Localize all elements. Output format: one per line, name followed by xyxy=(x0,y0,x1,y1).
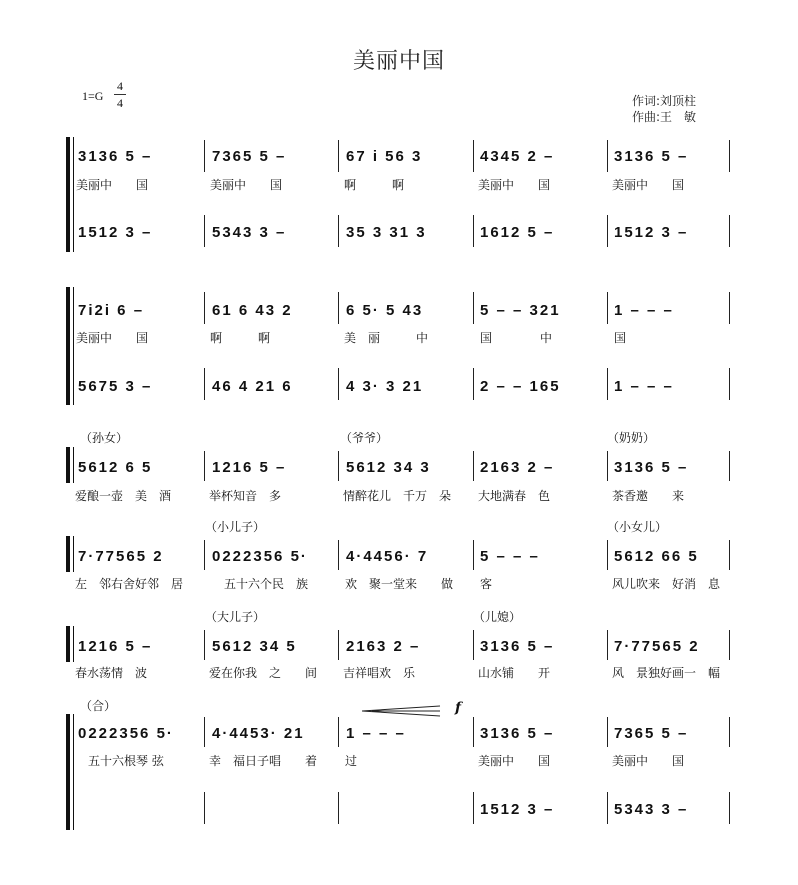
role-label: （大儿子） xyxy=(205,610,266,624)
barline xyxy=(338,717,339,747)
barline xyxy=(607,292,608,324)
barline xyxy=(473,792,474,824)
lyrics-s4-m2: 五十六个民 族 xyxy=(224,577,309,591)
notes-s5-m5: 7·77565 2 xyxy=(614,638,700,655)
lyrics-s6-m3: 过 xyxy=(345,754,358,768)
time-signature-top: 4 xyxy=(117,79,123,93)
barline xyxy=(607,140,608,172)
barline xyxy=(473,140,474,172)
notes-s6-m5: 7365 5 – xyxy=(614,725,689,742)
notes-s5-m1: 1216 5 – xyxy=(78,638,153,655)
notes-s2-lower-m2: 46 4 21 6 xyxy=(212,378,293,395)
barline xyxy=(729,451,730,481)
role-label: （孙女） xyxy=(80,431,129,445)
lyrics-s1-m5: 美丽中 国 xyxy=(612,178,685,192)
role-label: （爷爷） xyxy=(340,431,389,445)
notes-s3-m3: 5612 34 3 xyxy=(346,459,431,476)
lyrics-s6-m1: 五十六根琴 弦 xyxy=(88,754,164,768)
notes-s1-lower-m3: 35 3 31 3 xyxy=(346,224,427,241)
barline xyxy=(729,630,730,660)
barline xyxy=(607,630,608,660)
system-bracket xyxy=(66,626,70,662)
notes-s2-m2: 61 6 43 2 xyxy=(212,302,293,319)
barline xyxy=(473,215,474,247)
lyrics-s3-m3: 情醉花儿 千万 朵 xyxy=(343,489,452,503)
lyrics-s2-m5: 国 xyxy=(614,331,627,345)
lyricist-credit: 作词:刘顶柱 xyxy=(632,94,697,108)
key-signature: 1=G xyxy=(82,89,104,103)
notes-s4-m5: 5612 66 5 xyxy=(614,548,699,565)
notes-s1-lower-m2: 5343 3 – xyxy=(212,224,287,241)
lyrics-s3-m1: 爱酿一壶 美 酒 xyxy=(75,489,172,503)
barline xyxy=(607,368,608,400)
notes-s6-lower-m4: 1512 3 – xyxy=(480,801,555,818)
notes-s3-m1: 5612 6 5 xyxy=(78,459,153,476)
notes-s5-m4: 3136 5 – xyxy=(480,638,555,655)
barline xyxy=(204,717,205,747)
notes-s2-lower-m3: 4 3· 3 21 xyxy=(346,378,424,395)
notes-s1-m3: 67 i 56 3 xyxy=(346,148,423,165)
barline xyxy=(729,140,730,172)
lyrics-s2-m1: 美丽中 国 xyxy=(76,331,149,345)
barline xyxy=(607,215,608,247)
lyrics-s5-m4: 山水铺 开 xyxy=(478,666,551,680)
forte-dynamic: f xyxy=(455,700,462,716)
barline xyxy=(338,140,339,172)
notes-s3-m5: 3136 5 – xyxy=(614,459,689,476)
role-label: （儿媳） xyxy=(473,610,522,624)
lyrics-s1-m4: 美丽中 国 xyxy=(478,178,551,192)
notes-s1-m2: 7365 5 – xyxy=(212,148,287,165)
barline xyxy=(473,451,474,481)
system-bracket xyxy=(66,447,70,483)
lyrics-s4-m4: 客 xyxy=(480,577,493,591)
barline xyxy=(473,717,474,747)
notes-s2-lower-m4: 2 – – 165 xyxy=(480,378,561,395)
song-title: 美丽中国 xyxy=(352,49,445,74)
notes-s1-lower-m5: 1512 3 – xyxy=(614,224,689,241)
barline xyxy=(729,215,730,247)
barline xyxy=(338,540,339,570)
lyrics-s2-m2: 啊 啊 xyxy=(210,331,271,345)
notes-s5-m3: 2163 2 – xyxy=(346,638,421,655)
barline xyxy=(338,368,339,400)
notes-s6-m4: 3136 5 – xyxy=(480,725,555,742)
barline xyxy=(729,792,730,824)
notes-s6-m3: 1 – – – xyxy=(346,725,406,742)
barline xyxy=(473,630,474,660)
decrescendo-hairpin xyxy=(362,705,442,717)
lyrics-s1-m3: 啊 啊 xyxy=(344,178,405,192)
barline xyxy=(607,792,608,824)
notes-s3-m4: 2163 2 – xyxy=(480,459,555,476)
lyrics-s4-m5: 风儿吹来 好消 息 xyxy=(612,577,721,591)
barline xyxy=(338,292,339,324)
barline xyxy=(204,140,205,172)
composer-credit: 作曲:王 敏 xyxy=(632,110,697,124)
barline xyxy=(204,292,205,324)
role-label: （合） xyxy=(80,699,117,713)
notes-s2-lower-m5: 1 – – – xyxy=(614,378,674,395)
barline xyxy=(473,292,474,324)
notes-s1-lower-m4: 1612 5 – xyxy=(480,224,555,241)
notes-s6-m2: 4·4453· 21 xyxy=(212,725,305,742)
barline xyxy=(338,630,339,660)
lyrics-s5-m1: 春水荡情 波 xyxy=(75,666,148,680)
lyrics-s5-m5: 风 景独好画一 幅 xyxy=(612,666,721,680)
barline xyxy=(607,540,608,570)
notes-s2-m5: 1 – – – xyxy=(614,302,674,319)
lyrics-s1-m2: 美丽中 国 xyxy=(210,178,283,192)
barline xyxy=(204,368,205,400)
barline xyxy=(729,717,730,747)
notes-s5-m2: 5612 34 5 xyxy=(212,638,297,655)
lyrics-s2-m4: 国 中 xyxy=(480,331,553,345)
system-bracket xyxy=(66,137,70,252)
time-signature xyxy=(114,79,126,110)
notes-s3-m2: 1216 5 – xyxy=(212,459,287,476)
barline xyxy=(729,540,730,570)
notes-s1-m5: 3136 5 – xyxy=(614,148,689,165)
barline xyxy=(114,94,126,95)
lyrics-s4-m3: 欢 聚一堂来 做 xyxy=(345,577,454,591)
barline xyxy=(338,215,339,247)
notes-s6-m1: 0222356 5· xyxy=(78,725,174,742)
notes-s2-m3: 6 5· 5 43 xyxy=(346,302,424,319)
barline xyxy=(338,792,339,824)
lyrics-s5-m2: 爱在你我 之 间 xyxy=(209,666,318,680)
notes-s2-m4: 5 – – 321 xyxy=(480,302,561,319)
notes-s2-m1: 7i2i 6 – xyxy=(78,302,145,319)
notes-s4-m4: 5 – – – xyxy=(480,548,540,565)
role-label: （小儿子） xyxy=(205,520,266,534)
system-bracket xyxy=(66,287,70,405)
lyrics-s5-m3: 吉祥唱欢 乐 xyxy=(343,666,416,680)
notes-s4-m2: 0222356 5· xyxy=(212,548,308,565)
barline xyxy=(607,451,608,481)
lyrics-s6-m2: 幸 福日子唱 着 xyxy=(209,754,318,768)
lyrics-s3-m2: 举杯知音 多 xyxy=(209,489,282,503)
lyrics-s3-m5: 茶香邀 来 xyxy=(612,489,685,503)
barline xyxy=(204,540,205,570)
barline xyxy=(473,368,474,400)
barline xyxy=(473,540,474,570)
notes-s6-lower-m5: 5343 3 – xyxy=(614,801,689,818)
barline xyxy=(607,717,608,747)
notes-s1-m4: 4345 2 – xyxy=(480,148,555,165)
lyrics-s6-m5: 美丽中 国 xyxy=(612,754,685,768)
role-label: （小女儿） xyxy=(607,520,668,534)
notes-s2-lower-m1: 5675 3 – xyxy=(78,378,153,395)
barline xyxy=(204,451,205,481)
barline xyxy=(204,215,205,247)
notes-s4-m1: 7·77565 2 xyxy=(78,548,164,565)
lyrics-s3-m4: 大地满春 色 xyxy=(478,489,551,503)
lyrics-s1-m1: 美丽中 国 xyxy=(76,178,149,192)
time-signature-bottom: 4 xyxy=(117,96,123,110)
notes-s1-lower-m1: 1512 3 – xyxy=(78,224,153,241)
barline xyxy=(204,792,205,824)
lyrics-s6-m4: 美丽中 国 xyxy=(478,754,551,768)
system-bracket xyxy=(66,536,70,572)
barline xyxy=(338,451,339,481)
barline xyxy=(729,292,730,324)
barline xyxy=(729,368,730,400)
notes-s1-m1: 3136 5 – xyxy=(78,148,153,165)
lyrics-s4-m1: 左 邻右舍好邻 居 xyxy=(75,577,184,591)
role-label: （奶奶） xyxy=(607,431,656,445)
notes-s4-m3: 4·4456· 7 xyxy=(346,548,429,565)
barline xyxy=(204,630,205,660)
system-bracket xyxy=(66,714,70,830)
lyrics-s2-m3: 美 丽 中 xyxy=(344,331,429,345)
